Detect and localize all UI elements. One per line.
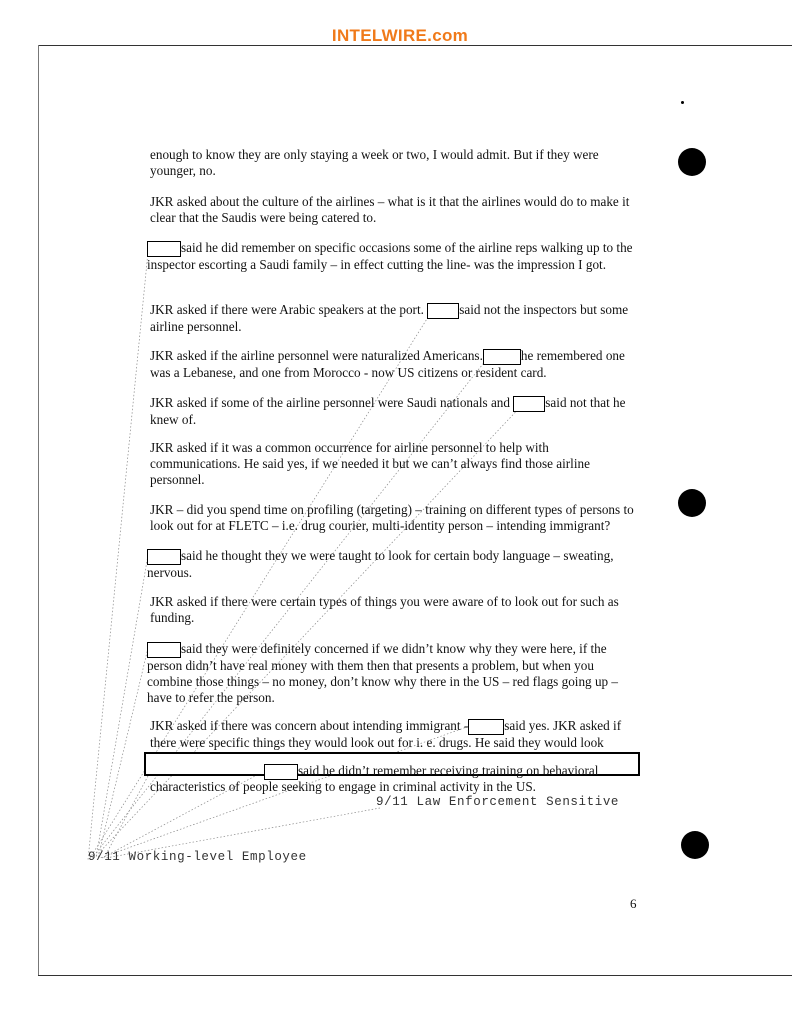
punch-hole-top bbox=[678, 148, 706, 176]
paragraph-12 bbox=[150, 718, 642, 751]
paragraph-5-text-b: he remembered one was a Lebanese, and one from Morocco - now US citizens or resident card. bbox=[150, 348, 625, 380]
paragraph-9 bbox=[147, 548, 639, 581]
paragraph-7-text: JKR asked if it was a common occurrence for airline personnel to help with communications. He said yes, if we needed it but we can’t always find those airline personnel. bbox=[150, 440, 590, 487]
paragraph-3 bbox=[147, 240, 639, 273]
paragraph-8-text: JKR – did you spend time on profiling (targeting) – training on different types of persons to look out for at FLETC – i.e. drug courier, multi-identity person – intending immigrant? bbox=[150, 502, 634, 533]
paragraph-10 bbox=[150, 594, 642, 626]
paragraph-5-text-a: JKR asked if the airline personnel were naturalized Americans. bbox=[150, 348, 483, 363]
bottom-rule bbox=[38, 975, 792, 976]
paragraph-6-text-a: JKR asked if some of the airline personnel were Saudi nationals and bbox=[150, 395, 510, 410]
paragraph-6-text-b: said not that he knew of. bbox=[150, 395, 626, 427]
punch-hole-middle bbox=[678, 489, 706, 517]
redaction-box bbox=[147, 549, 181, 565]
paragraph-4 bbox=[150, 302, 642, 335]
scan-speck bbox=[681, 101, 684, 104]
redaction-box bbox=[468, 719, 504, 735]
paragraph-2 bbox=[150, 194, 642, 226]
paragraph-13-text-b: characteristics of people seeking to engage in criminal activity in the US. bbox=[150, 779, 536, 794]
paragraph-4-text-b: said not the inspectors but some airline personnel. bbox=[150, 302, 629, 334]
paragraph-3-text: said he did remember on specific occasions some of the airline reps walking up to the inspector escorting a Saudi family – in effect cutting the line- was the impression I got. bbox=[147, 240, 633, 272]
left-rule bbox=[38, 45, 39, 976]
redaction-box bbox=[264, 764, 298, 780]
punch-hole-bottom bbox=[681, 831, 709, 859]
paragraph-8 bbox=[150, 502, 650, 534]
paragraph-13-text-a: said he didn’t remember receiving training on behavioral bbox=[298, 763, 599, 778]
site-banner: INTELWIRE.com bbox=[331, 26, 469, 45]
paragraph-2-text: JKR asked about the culture of the airlines – what is it that the airlines would do to make it clear that the Saudis were being catered to. bbox=[150, 194, 630, 225]
employee-stamp: 9/11 Working-level Employee bbox=[88, 850, 307, 864]
paragraph-10-text: JKR asked if there were certain types of things you were aware of to look out for such as funding. bbox=[150, 594, 619, 625]
paragraph-5 bbox=[150, 348, 642, 381]
paragraph-9-text: said he thought they we were taught to look for certain body language – sweating, nervous. bbox=[147, 548, 614, 580]
top-rule bbox=[38, 45, 792, 46]
paragraph-4-text-a: JKR asked if there were Arabic speakers at the port. bbox=[150, 302, 424, 317]
redaction-box bbox=[147, 642, 181, 658]
page-number: 6 bbox=[630, 896, 637, 911]
paragraph-1 bbox=[150, 147, 642, 179]
paragraph-11-text: said they were definitely concerned if we didn’t know why they were here, if the person didn’t have real money with them then that presents a problem, but when you combine those things – no money, don’t know why there in the US – red flags going up – have to refer the person. bbox=[147, 641, 619, 705]
law-enforcement-stamp: 9/11 Law Enforcement Sensitive bbox=[376, 795, 620, 809]
paragraph-1-text: enough to know they are only staying a week or two, I would admit. But if they were younger, no. bbox=[150, 147, 599, 178]
redaction-box bbox=[147, 241, 181, 257]
paragraph-13-line-2 bbox=[150, 779, 642, 795]
redaction-box bbox=[483, 349, 521, 365]
redaction-box bbox=[427, 303, 459, 319]
paragraph-12-text-a: JKR asked if there was concern about intending immigrant - bbox=[150, 718, 469, 733]
paragraph-7 bbox=[150, 440, 642, 488]
paragraph-11 bbox=[147, 641, 639, 706]
paragraph-6 bbox=[150, 395, 642, 428]
redaction-box bbox=[513, 396, 545, 412]
paragraph-12-text-b: said yes. JKR asked if there were specific things they would look out for i. e. drugs. He said they would look bbox=[150, 718, 622, 750]
paragraph-13-line-1 bbox=[264, 763, 644, 780]
